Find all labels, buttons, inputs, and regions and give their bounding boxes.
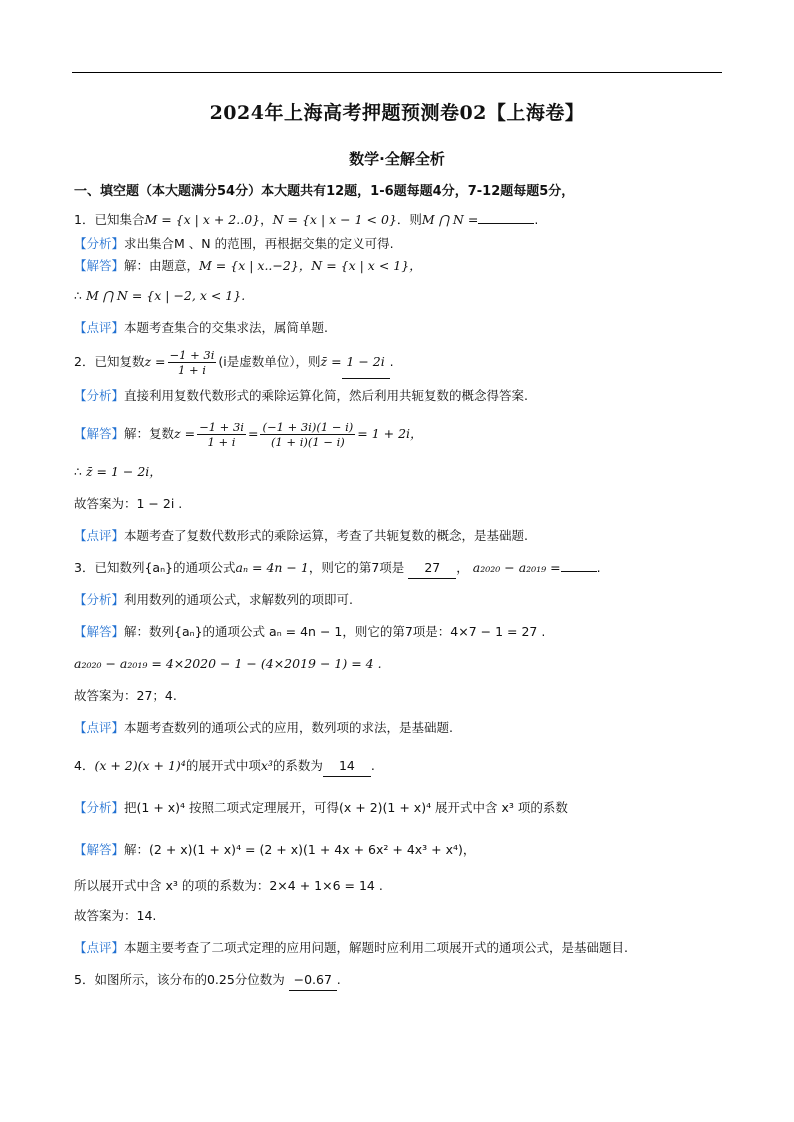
q2-frac-den: 1 + i (207, 435, 236, 449)
q1-solution-prefix: 解：由题意， (124, 258, 200, 273)
q3-stem-text-b: ，则它的第7项是 (308, 560, 405, 575)
q4-analysis-text: 把(1 + x)⁴ 按照二项式定理展开，可得(x + 2)(1 + x)⁴ 展开式中含 x³ 项的系数 (124, 800, 568, 815)
q2-analysis-text: 直接利用复数代数形式的乘除运算化简，然后利用共轭复数的概念得答案. (124, 388, 528, 403)
q3-comment (74, 718, 734, 738)
q3-stem-text: 3．已知数列{aₙ}的通项公式 (74, 560, 236, 575)
q1-end: . (534, 212, 539, 227)
q4-stem (74, 756, 734, 777)
analysis-tag: 【分析】 (74, 800, 125, 815)
q3-analysis-text: 利用数列的通项公式，求解数列的项即可. (124, 592, 353, 607)
q1-result (74, 286, 734, 306)
q1-answer-blank (478, 223, 534, 224)
q4-answer: 14 (323, 756, 371, 777)
header-rule (72, 72, 722, 73)
analysis-tag: 【分析】 (74, 388, 125, 403)
q2-end: . (389, 354, 394, 369)
q3-analysis (74, 590, 734, 610)
analysis-tag: 【分析】 (74, 592, 125, 607)
solution-tag: 【解答】 (74, 426, 125, 441)
q2-answer-line: 故答案为：1 − 2i . (74, 496, 183, 511)
q1-stem (74, 210, 734, 230)
q4-solution (74, 840, 734, 860)
q3-comment-text: 本题考查数列的通项公式的应用，数列项的求法，是基础题. (124, 720, 453, 735)
q4-coef-line: 所以展开式中含 x³ 的项的系数为：2×4 + 1×6 = 14 . (74, 878, 383, 893)
comment-tag: 【点评】 (74, 940, 125, 955)
document-subtitle: 数学·全解全析 (349, 150, 445, 168)
q2-solution: 【解答】解：复数z = $\frac{-1 + 3i}{1 + i}$ = $\frac{(-1 + 3i)(1 - i)}{(1 + i)(1 - i)}$ = 1 + 2i， (74, 420, 423, 449)
q1-solution (74, 256, 734, 276)
comment-tag: 【点评】 (74, 320, 125, 335)
q2-conj: z̄ = (320, 354, 342, 369)
q2-fraction (197, 420, 246, 449)
q2-frac-den: 1 + i (177, 363, 206, 377)
q3-answer-line: 故答案为：27；4. (74, 688, 177, 703)
q5-stem-text: 5．如图所示，该分布的0.25分位数为 (74, 972, 285, 987)
q2-comment-text: 本题考查了复数代数形式的乘除运算，考查了共轭复数的概念，是基础题. (124, 528, 528, 543)
q1-stem-text-b: ．则 (396, 212, 422, 227)
q4-solution-text: 解：(2 + x)(1 + x)⁴ = (2 + x)(1 + 4x + 6x² + 4x³ + x⁴)， (124, 842, 476, 857)
q1-set-m: M = {x | x + 2..0} (144, 212, 261, 227)
q2-stem (74, 346, 734, 379)
q3-answer-blank (561, 571, 597, 572)
q2-frac2-den: (1 + i)(1 − i) (270, 435, 345, 449)
q4-stem-text: 的展开式中项 (185, 758, 261, 773)
q3-answer-1: 27 (408, 558, 456, 579)
q5-answer: −0.67 (289, 970, 337, 991)
q4-stem-num: 4． (74, 758, 95, 773)
q3-calc: a₂₀₂₀ − a₂₀₁₉ = 4×2020 − 1 − (4×2019 − 1) = 4 . (74, 656, 382, 671)
q2-analysis (74, 386, 734, 406)
comment-tag: 【点评】 (74, 528, 125, 543)
solution-tag: 【解答】 (74, 624, 125, 639)
q4-comment (74, 938, 734, 958)
q2-result-text: z̄ = 1 − 2i， (85, 464, 162, 479)
q2-answer: 1 − 2i (342, 346, 390, 379)
q4-answer-line: 故答案为：14. (74, 908, 157, 923)
q1-analysis-text: 求出集合M 、N 的范围，再根据交集的定义可得. (124, 236, 394, 251)
q2-frac2-num: (−1 + 3i)(1 − i) (262, 420, 354, 434)
q1-stem-text: 1．已知集合 (74, 212, 145, 227)
q3-end: . (596, 560, 601, 575)
q2-frac-num: −1 + 3i (169, 348, 215, 362)
q4-expr: (x + 2)(x + 1)⁴ (94, 758, 186, 773)
q4-comment-text: 本题主要考查了二项式定理的应用问题，解题时应利用二项展开式的通项公式，是基础题目. (124, 940, 628, 955)
q4-stem-text-c: 的系数为 (272, 758, 323, 773)
q2-frac-num: −1 + 3i (199, 420, 244, 434)
q2-solution-tail: = 1 + 2i， (357, 426, 423, 441)
solution-tag: 【解答】 (74, 842, 125, 857)
q3-sep: ， (456, 560, 469, 575)
q2-z: z = (144, 354, 166, 369)
document-title: 2024年上海高考押题预测卷02【上海卷】 (209, 102, 585, 124)
q3-stem (74, 558, 734, 579)
therefore-symbol: ∴ (74, 464, 82, 479)
q4-end: . (370, 758, 375, 773)
q2-z: z = (174, 426, 196, 441)
q3-solution (74, 622, 734, 642)
q2-stem-text-b: (i是虚数单位），则 (218, 354, 321, 369)
q1-sep: ， (260, 212, 273, 227)
section-header: 一、填空题（本大题满分54分）本大题共有12题，1-6题每题4分，7-12题每题5分， (74, 184, 575, 199)
q3-formula: aₙ = 4n − 1 (235, 560, 309, 575)
solution-tag: 【解答】 (74, 258, 125, 273)
q5-stem (74, 970, 734, 991)
comment-tag: 【点评】 (74, 720, 125, 735)
q2-fraction-2 (260, 420, 355, 449)
q1-solution-math: M = {x | x..−2}，N = {x | x < 1}， (199, 258, 422, 273)
q2-solution-prefix: 解：复数 (124, 426, 175, 441)
q4-term: x³ (260, 758, 273, 773)
q2-result (74, 462, 734, 482)
q1-result-text: M ⋂ N = {x | −2, x < 1}. (85, 288, 246, 303)
q1-comment (74, 318, 734, 338)
analysis-tag: 【分析】 (74, 236, 125, 251)
q1-comment-text: 本题考查集合的交集求法，属简单题. (124, 320, 328, 335)
therefore-symbol: ∴ (74, 288, 82, 303)
q3-solution-text: 解：数列{aₙ}的通项公式 aₙ = 4n − 1，则它的第7项是：4×7 − 1 = 27 . (124, 624, 546, 639)
q2-comment (74, 526, 734, 546)
q2-stem-text: 2．已知复数 (74, 354, 145, 369)
q1-set-n: N = {x | x − 1 < 0} (272, 212, 397, 227)
q1-expr: M ⋂ N = (421, 212, 479, 227)
q5-end: . (336, 972, 341, 987)
q2-fraction (168, 348, 217, 377)
q1-analysis (74, 234, 734, 254)
q4-analysis (74, 798, 734, 818)
q3-expr: a₂₀₂₀ − a₂₀₁₉ = (472, 560, 561, 575)
